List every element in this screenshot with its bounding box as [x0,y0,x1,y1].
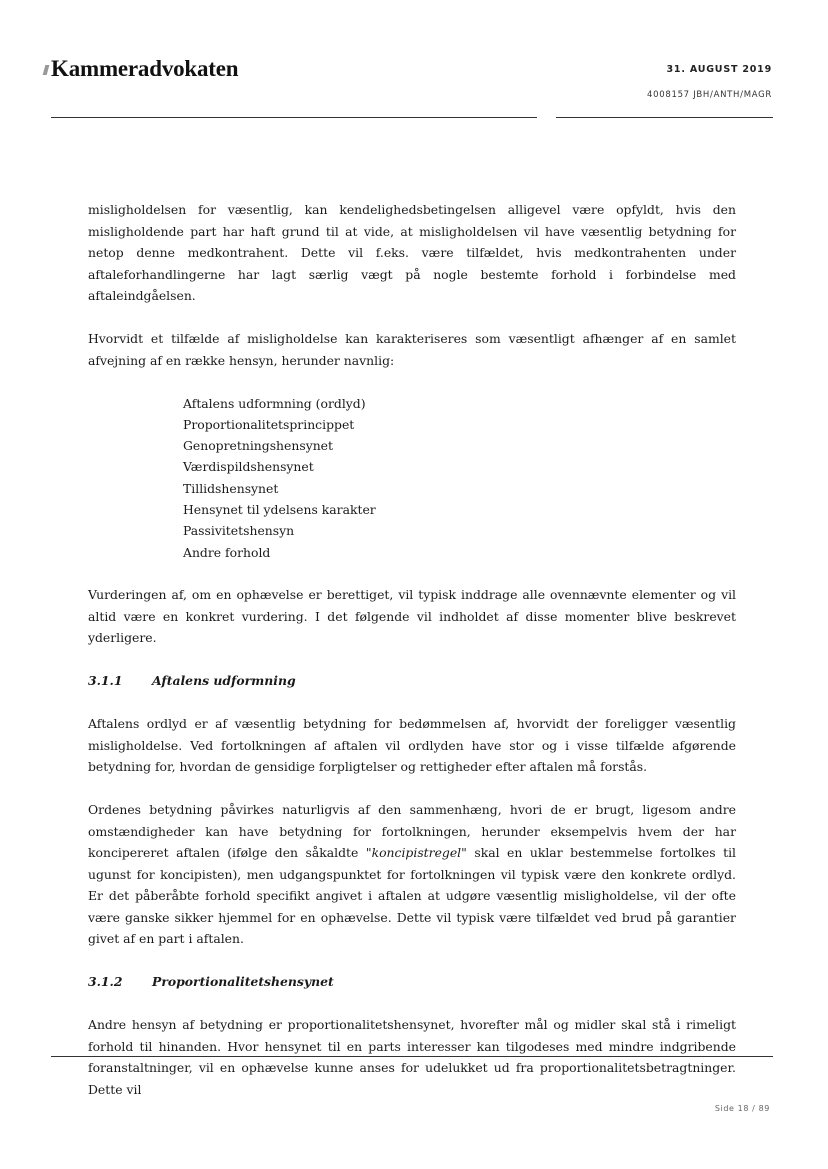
footer-divider [51,1056,773,1057]
section-heading-3-1-2 [88,971,736,993]
page-number: Side 18 / 89 [714,1104,770,1113]
list-item: Passivitetshensyn [183,523,295,539]
list-item: Andre forhold [183,544,271,560]
paragraph-6: Andre hensyn af betydning er proportionalitetshensynet, hvorefter mål og midler skal stå i rimeligt forhold til hinanden. Hvor hensynet til en parts interesser kan tilgodeses med mindre indgribende foranstaltninger, vil en ophævelse kunne anses for udelukket ud fra proportionalitetsbetragtninger. Dette vil [88,1017,736,1097]
document-body [88,199,736,1122]
koncipistregel-term: "koncipistregel" [365,845,467,861]
section-number: 3.1.1 [88,673,123,689]
paragraph-1: misligholdelsen for væsentlig, kan kendelighedsbetingelsen alligevel være opfyldt, hvis den misligholdende part har haft grund til at vide, at misligholdelsen vil have væsentlig betydning for netop denne medkontrahent. Dette vil f.eks. være tilfældet, hvis medkontrahenten under aftaleforhandlingerne har lagt særlig vægt på nogle bestemte forhold i forbindelse med aftaleindgåelsen. [88,202,736,303]
section-title: Aftalens udformning [152,673,296,689]
paragraph-4: Aftalens ordlyd er af væsentlig betydning for bedømmelsen af, hvorvidt der foreligger væsentlig misligholdelse. Ved fortolkningen af aftalen vil ordlyden have stor og i visse tilfælde afgørende betydning for, hvordan de gensidige forpligtelser og rettigheder efter aftalen må forstås. [88,716,736,775]
paragraph-5-text-b: skal en uklar bestemmelse fortolkes til ugunst for koncipisten), men udgangspunktet for fortolkningen vil typisk være den konkrete ordlyd. Er det påberåbte forhold specifikt angivet i aftalen at udgøre væsentlig misligholdelse, vil der ofte være ganske sikker hjemmel for en ophævelse. Dette vil typisk være tilfældet ved brud på garantier givet af en part i aftalen. [88,845,737,947]
list-item: Aftalens udformning (ordlyd) [183,395,366,411]
logo [44,56,238,82]
list-item: Hensynet til ydelsens karakter [183,501,376,517]
document-reference: 4008157 JBH/ANTH/MAGR [647,90,772,100]
section-heading-3-1-1 [88,670,736,692]
logo-mark-icon [43,65,50,75]
paragraph-3: Vurderingen af, om en ophævelse er berettiget, vil typisk inddrage alle ovennævnte elementer og vil altid være en konkret vurdering. I det følgende vil indholdet af disse momenter blive beskrevet yderligere. [88,587,736,646]
header-divider-left [51,117,537,118]
list-item: Proportionalitetsprincippet [183,416,355,432]
document-date: 31. AUGUST 2019 [666,64,772,75]
paragraph-5 [88,799,736,950]
list-item: Genopretningshensynet [183,438,333,454]
paragraph-2: Hvorvidt et tilfælde af misligholdelse kan karakteriseres som væsentligt afhænger af en samlet afvejning af en række hensyn, herunder navnlig: [88,331,736,368]
considerations-list [88,393,736,563]
logo-text: Kammeradvokaten [51,56,239,81]
list-item: Værdispildshensynet [183,459,314,475]
paragraph-5-text-a: Ordenes betydning påvirkes naturligvis af den sammenhæng, hvori de er brugt, ligesom andre omstændigheder kan have betydning for fortolkningen, herunder eksempelvis hvem der har koncipereret aftalen (ifølge den såkaldte [88,802,736,861]
list-item: Tillidshensynet [183,480,279,496]
section-number: 3.1.2 [88,974,123,990]
header-divider-right [556,117,773,118]
section-title: Proportionalitetshensynet [152,974,334,990]
